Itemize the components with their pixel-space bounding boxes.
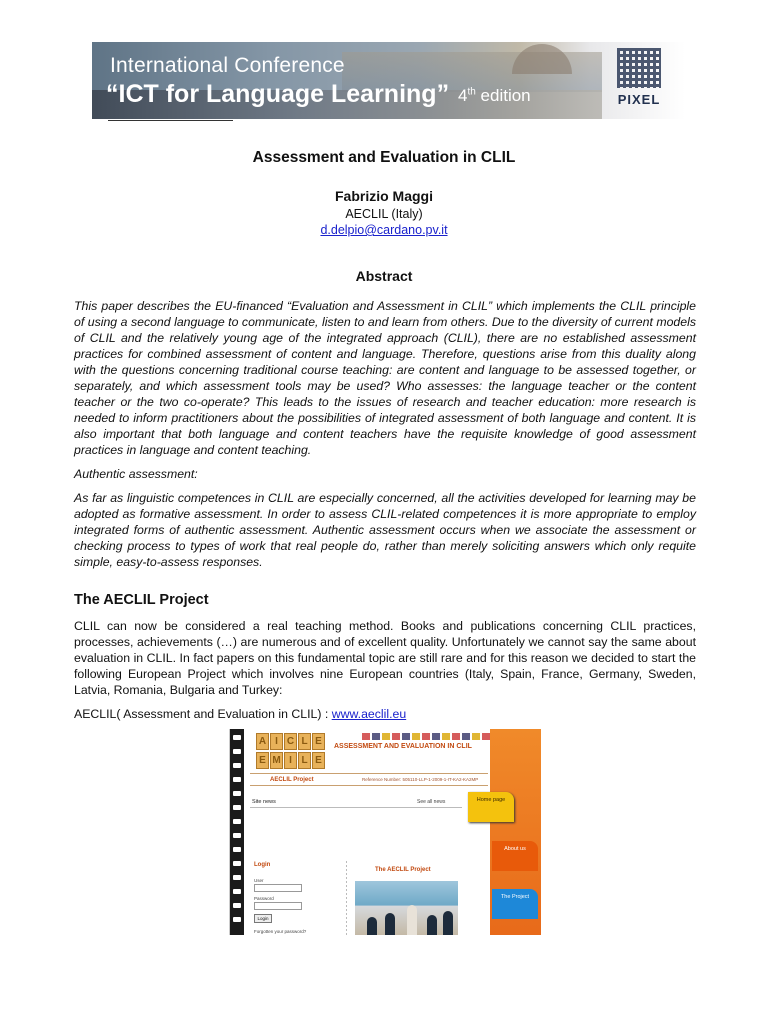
website-screenshot bbox=[229, 729, 541, 935]
logo-tile: E bbox=[312, 752, 325, 769]
filmstrip-border bbox=[230, 729, 244, 935]
logo-tile: M bbox=[270, 752, 283, 769]
logo-tile: A bbox=[256, 733, 269, 750]
site-tab-about: About us bbox=[492, 841, 538, 871]
logo-tile: E bbox=[256, 752, 269, 769]
paper-title: Assessment and Evaluation in CLIL bbox=[252, 149, 516, 166]
section-paragraph-2 bbox=[74, 706, 696, 722]
logo-tile: C bbox=[284, 733, 297, 750]
site-forgot-password: Forgotten your password? bbox=[254, 929, 307, 934]
abstract-heading: Abstract bbox=[355, 268, 413, 284]
see-all-news-link: See all news bbox=[417, 799, 446, 805]
site-news-label: Site news bbox=[252, 799, 276, 805]
language-flags-icon bbox=[362, 733, 492, 740]
logo-tile: L bbox=[298, 752, 311, 769]
pixel-logo-text: PIXEL bbox=[617, 92, 661, 107]
site-main-heading: The AECLIL Project bbox=[375, 867, 431, 873]
logo-tile: E bbox=[312, 733, 325, 750]
site-project-label: AECLIL Project bbox=[270, 777, 314, 783]
site-password-label: Password bbox=[254, 896, 274, 901]
aicle-logo bbox=[256, 732, 328, 770]
site-header-divider-2 bbox=[250, 785, 488, 786]
section-heading: The AECLIL Project bbox=[74, 592, 209, 608]
abstract-paragraph-1: This paper describes the EU-financed “Evaluation and Assessment in CLIL” which implements the CLIL principle of using a second language to communicate, listen to and learn from others. Due to the diversity of current models of CLIL and the relatively young age of the integrated approach (CLIL), there are no established assessment practices for combined assessment of content and language. Therefore, questions arise from this duality along with the questions concerning traditional course teaching: are content and language to be assessed together, or separately, and which assessment tools may be used? Who assesses: the language teacher or the content teacher or the two co-operate? This leads to the issues of research and teacher education: more research is needed to inform practitioners about the possibilities of integrated assessment of both language and content. It is also important that both language and content teachers have the requisite knowledge of good assessment practices in language and content teaching. bbox=[74, 299, 696, 457]
site-tab-home: Home page bbox=[468, 792, 514, 822]
site-news-divider bbox=[250, 807, 462, 808]
abstract-paragraph-3: As far as linguistic competences in CLIL are especially concerned, all the activities developed for learning may be adopted as formative assessment. In order to assess CLIL-related competences it is more appropriate to employ integrated forms of authentic assessment. Authentic assessment occurs when we associate the assessment or checking process to types of work that real people do, rather than merely soliciting answers which only requite simple, easy-to-assess responses. bbox=[74, 491, 696, 569]
email-link[interactable]: d.delpio@cardano.pv.it bbox=[320, 223, 448, 237]
site-column-divider bbox=[346, 861, 347, 935]
paper-email bbox=[0, 223, 768, 237]
banner-dome-image bbox=[512, 44, 572, 74]
edition-number: 4 bbox=[458, 86, 468, 105]
site-password-field bbox=[254, 902, 302, 910]
logo-tile: I bbox=[270, 733, 283, 750]
site-user-field bbox=[254, 884, 302, 892]
site-login-button: Login bbox=[254, 914, 272, 923]
site-login-heading: Login bbox=[254, 862, 271, 868]
logo-tile: I bbox=[284, 752, 297, 769]
banner-underline bbox=[108, 120, 233, 121]
site-title: ASSESSMENT AND EVALUATION IN CLIL bbox=[334, 743, 472, 750]
project-prefix: AECLIL( Assessment and Evaluation in CLIL) : bbox=[74, 707, 332, 721]
pixel-logo-grid-icon bbox=[617, 48, 661, 88]
pixel-logo bbox=[611, 48, 667, 112]
aeclil-link[interactable]: www.aeclil.eu bbox=[331, 707, 407, 721]
banner-edition bbox=[458, 86, 531, 106]
classroom-photo bbox=[355, 881, 458, 935]
edition-word: edition bbox=[475, 86, 531, 105]
abstract-paragraph-2: Authentic assessment: bbox=[74, 467, 198, 481]
banner-line-1: International Conference bbox=[110, 54, 345, 77]
site-reference-number: Reference Number: 505110-LLP-1-2009-1-IT-KA2-KA2MP bbox=[362, 777, 479, 782]
logo-tile: L bbox=[298, 733, 311, 750]
site-header-divider bbox=[250, 773, 488, 774]
conference-banner bbox=[92, 42, 685, 119]
site-user-label: User bbox=[254, 878, 264, 883]
edition-suffix: th bbox=[467, 86, 476, 98]
banner-line-2: “ICT for Language Learning” bbox=[106, 80, 450, 108]
section-paragraph-1: CLIL can now be considered a real teaching method. Books and publications concerning CLIL practices, processes, achievements (…) are numerous and of excellent quality. Unfortunately we cannot say the same about evaluation in CLIL. In fact papers on this fundamental topic are still rare and for this reason we decided to start the following European Project which involves nine European countries (Italy, Spain, France, Germany, Sweden, Latvia, Romania, Bulgaria and Turkey: bbox=[74, 619, 696, 697]
site-tab-project: The Project bbox=[492, 889, 538, 919]
paper-author: Fabrizio Maggi bbox=[335, 188, 433, 204]
paper-affiliation: AECLIL (Italy) bbox=[345, 207, 423, 221]
